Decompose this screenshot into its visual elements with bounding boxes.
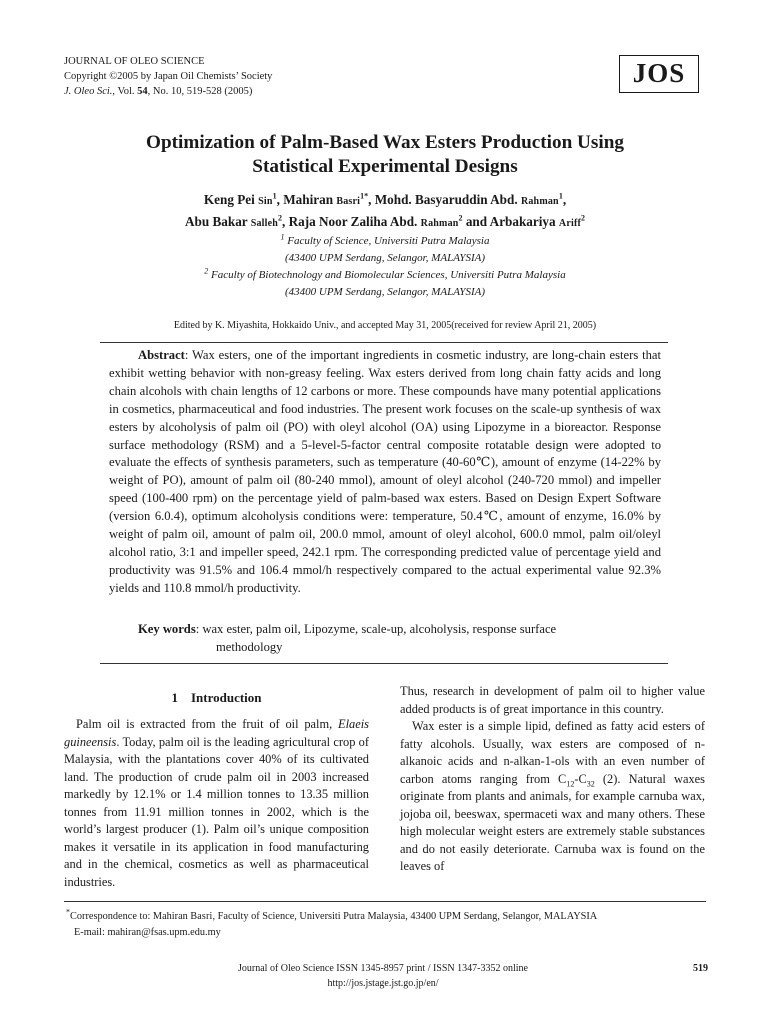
intro-paragraph-continued: Thus, research in development of palm oil to higher value added products is of great importance in this country. — [400, 684, 705, 716]
author-given: Abu Bakar — [184, 214, 251, 229]
section-heading-introduction: 1 Introduction — [171, 690, 262, 705]
footnote-rule — [64, 901, 706, 902]
title-line-2: Statistical Experimental Designs — [252, 156, 518, 177]
page-footer — [150, 961, 616, 991]
keywords-line-2: methodology — [216, 640, 283, 654]
author-surname: Salleh — [250, 218, 279, 229]
page-number: 519 — [693, 963, 708, 974]
intro-paragraph-2: Wax ester is a simple lipid, defined as fatty acid esters of fatty alcohols. Usually, wax esters are composed of n-alkanoic acids and n-alkan-1-ols with an even number of carbon atoms ranging from $C_{12}-C_{32}$ (2). Natural waxes originate from plants and animals, for example carnuba wax, jojoba oil, beeswax, spermaceti wax and many others. These high molecular weight esters are extremely stable substances and do not easily deteriorate. Carnuba wax is found on the leaves of — [400, 719, 705, 873]
footnote — [66, 909, 706, 940]
corresponding-mark: * — [364, 191, 369, 201]
keywords-line-1: : wax ester, palm oil, Lipozyme, scale-up, alcoholysis, response surface — [195, 622, 557, 636]
abstract-bottom-rule — [100, 663, 668, 664]
author-affil-sup: 2 — [278, 213, 283, 223]
email-line: E-mail: mahiran@fsas.upm.edu.my — [74, 926, 221, 938]
author-affil-sup: 1* — [360, 191, 369, 201]
author-line-1 — [60, 190, 710, 212]
abstract-top-rule — [100, 342, 668, 343]
journal-header — [64, 54, 272, 99]
editorial-note: Edited by K. Miyashita, Hokkaido Univ., and accepted May 31, 2005(received for review April 21, 2005) — [173, 320, 597, 331]
author-given: Arbakariya — [489, 214, 559, 229]
affiliation-line: $^2$ Faculty of Biotechnology and Biomolecular Sciences, Universiti Putra Malaysia — [204, 266, 566, 281]
affiliation-line: (43400 UPM Serdang, Selangor, MALAYSIA) — [284, 286, 486, 298]
species-name: Elaeis guineensis — [64, 717, 369, 749]
author-surname: Rahman — [420, 218, 459, 229]
author-surname: Rahman — [520, 196, 559, 207]
author-given: Mohd. Basyaruddin Abd. — [374, 192, 521, 207]
footer-issn: Journal of Oleo Science ISSN 1345-8957 print / ISSN 1347-3352 online — [238, 963, 528, 974]
intro-paragraph-1: Palm oil is extracted from the fruit of oil palm, Elaeis guineensis. Today, palm oil is the leading agricultural crop of Malaysia, with the plantations cover 40% of its cultivated land. The production of crude palm oil in 2003 increased markedly by 12.1% or 1.4 million tonnes to 13.35 million tonnes from 11.91 million tonnes in 2002, which is the world’s largest producer (1). Palm oil’s unique composition makes it versatile in its application in food manufacturing and in the chemical, cosmetics as well as pharmaceutical industries. — [64, 717, 369, 889]
author-separator: , — [282, 214, 289, 229]
author-affil-sup: 1 — [272, 191, 277, 201]
citation-vol-prefix: , Vol. — [112, 86, 138, 97]
author-affil-sup: 1 — [558, 191, 563, 201]
citation-abbrev: J. Oleo Sci. — [64, 86, 113, 97]
author-surname: Sin — [258, 196, 273, 207]
author-separator: , — [368, 192, 375, 207]
citation-volume: 54 — [137, 86, 148, 97]
author-separator: and — [462, 214, 490, 229]
affiliations — [60, 233, 710, 301]
author-affil-sup: 2 — [581, 213, 586, 223]
journal-name: JOURNAL OF OLEO SCIENCE — [64, 56, 205, 67]
paper-title — [60, 131, 710, 179]
author-separator: , — [276, 192, 284, 207]
author-line-2 — [60, 212, 710, 234]
corresponding-mark: * — [66, 907, 70, 917]
author-surname: Basri — [336, 196, 361, 207]
body-column-left — [64, 716, 369, 891]
correspondence-line: *Correspondence to: Mahiran Basri, Faculty of Science, Universiti Putra Malaysia, 43400 UPM Serdang, Selangor, MALAYSIA — [66, 907, 598, 922]
journal-logo: JOS — [619, 55, 699, 93]
citation-issue-pages: , No. 10, 519-528 (2005) — [147, 86, 253, 97]
author-given: Keng Pei — [203, 192, 259, 207]
body-column-right — [400, 683, 705, 876]
author-given: Raja Noor Zaliha Abd. — [288, 214, 421, 229]
journal-citation — [64, 84, 272, 99]
affiliation-line: (43400 UPM Serdang, Selangor, MALAYSIA) — [284, 252, 486, 264]
abstract-label: Abstract — [138, 348, 185, 362]
footer-url: http://jos.jstage.jst.go.jp/en/ — [327, 978, 439, 989]
journal-copyright: Copyright ©2005 by Japan Oil Chemists’ Society — [64, 71, 273, 82]
keywords-label: Key words — [138, 622, 196, 636]
keywords — [138, 620, 662, 656]
author-surname: Ariff — [558, 218, 582, 229]
abstract-text: : Wax esters, one of the important ingredients in cosmetic industry, are long-chain esters that exhibit wetting behavior with non-greasy feeling. Wax esters derived from long chain fatty acids and long chain alcohols with chain lengths of 12 carbons or more. These compounds have many potential applications in cosmetics, pharmaceutical and food industries. The present work focuses on the scale-up synthesis of wax esters by alcoholysis of palm oil (PO) with oleyl alcohol (OA) using Lipozyme in a bioreactor. Response surface methodology (RSM) and a 5-level-5-factor central composite rotatable design were adopted to evaluate the effects of synthesis parameters, such as temperature (40-60℃), amount of enzyme (14-22% by weight of PO), amount of palm oil (80-240 mmol), amount of oleyl alcohol (240-720 mmol) and impeller speed (100-400 rpm) on the percentage yield of palm-based wax esters. Based on Design Expert Software (version 6.0.4), optimum alcoholysis conditions were: temperature, 50.4℃, amount of enzyme, 16.0% by weight of palm oil, amount of palm oil, 200.0 mmol, amount of oleyl alcohol, 600.0 mmol, palm oil/oleyl alcohol ratio, 3:1 and impeller speed, 242.1 rpm. The corresponding predicted value of percentage yield and productivity was 91.5% and 106.4 mmol/h respectively compared to the actual experimental value 92.3% yields and 110.8 mmol/h productivity. — [109, 348, 661, 595]
author-given: Mahiran — [283, 192, 337, 207]
title-line-1: Optimization of Palm-Based Wax Esters Production Using — [146, 132, 624, 153]
author-affil-sup: 2 — [458, 213, 463, 223]
author-list — [60, 190, 710, 234]
affiliation-line: $^1$ Faculty of Science, Universiti Putra Malaysia — [280, 232, 490, 247]
abstract — [109, 347, 661, 598]
author-separator: , — [562, 192, 567, 207]
